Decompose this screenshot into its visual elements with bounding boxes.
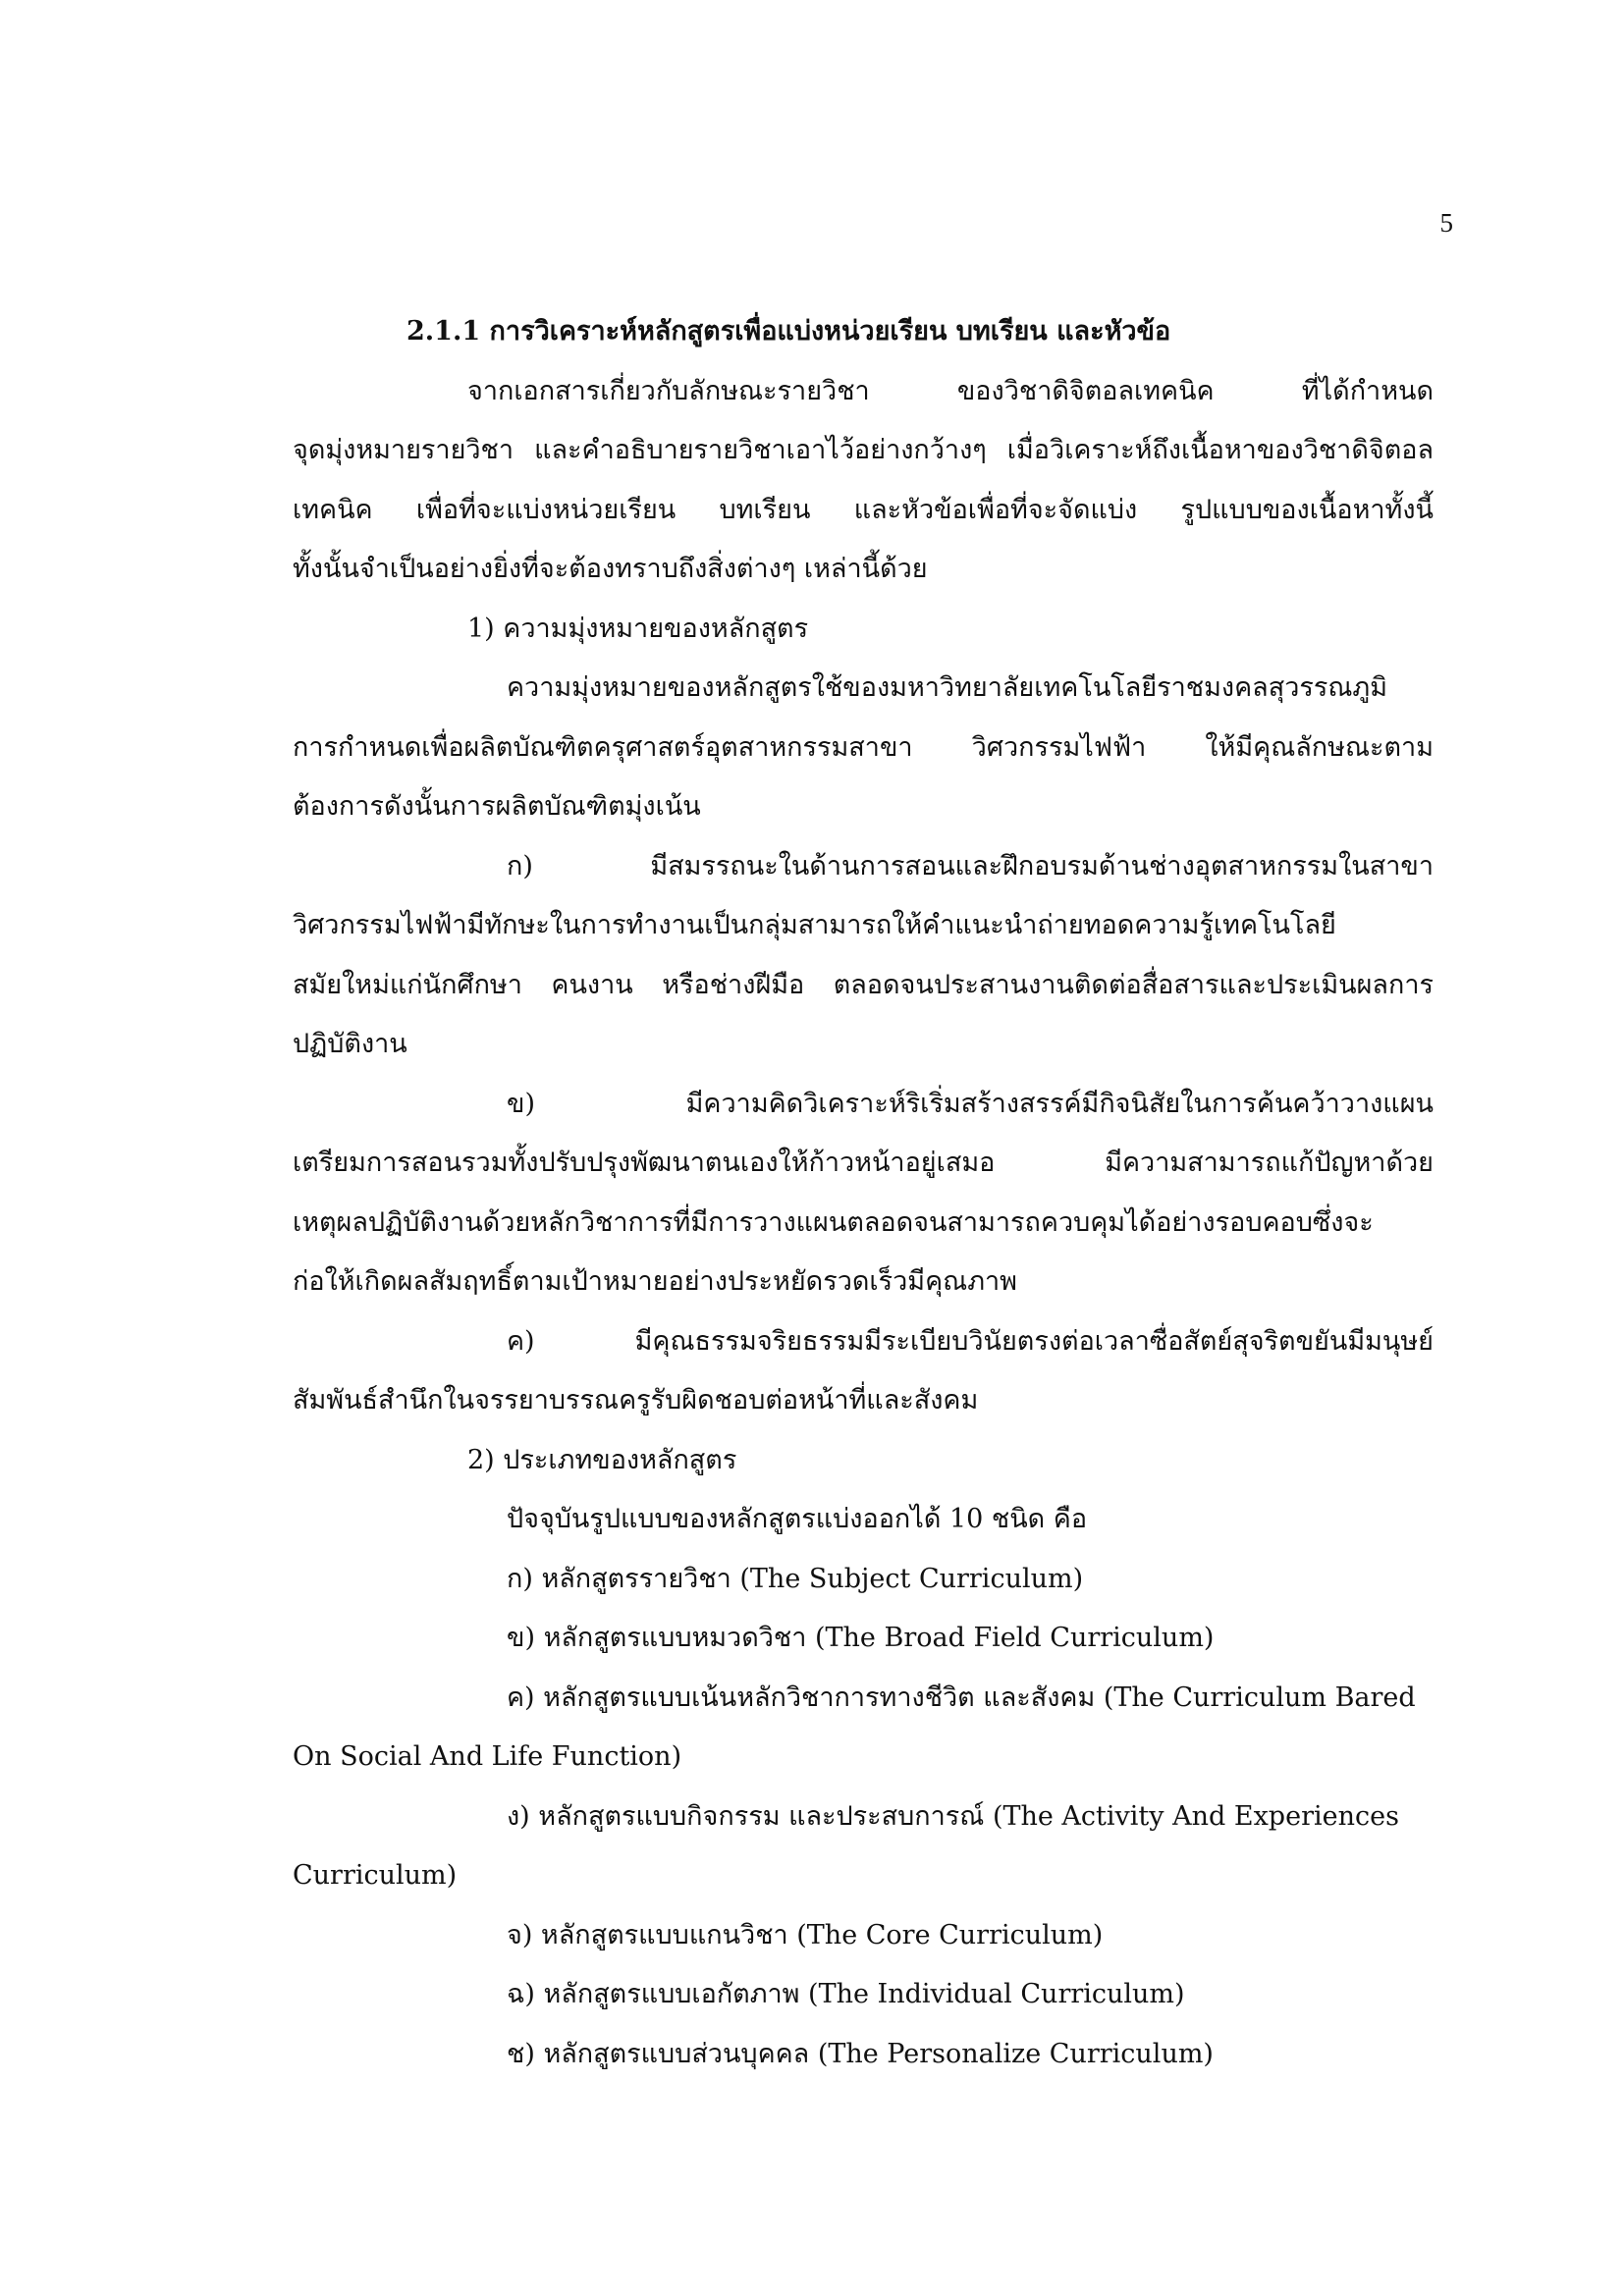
purpose-item-c-line-1: ค) มีคุณธรรมจริยธรรมมีระเบียบวินัยตรงต่อเวลาซื่อสัตย์สุจริตขยันมีมนุษย์ xyxy=(507,1325,1434,1357)
type-item-e: จ) หลักสูตรแบบแกนวิชา (The Core Curriculum) xyxy=(507,1919,1104,1950)
purpose-item-b-line-3: เหตุผลปฏิบัติงานด้วยหลักวิชาการที่มีการวางแผนตลอดจนสามารถควบคุมได้อย่างรอบคอบซึ่งจะ xyxy=(293,1206,1374,1238)
subsection-1-title: 1) ความมุ่งหมายของหลักสูตร xyxy=(467,613,809,644)
purpose-item-a-line-2: วิศวกรรมไฟฟ้ามีทักษะในการทำงานเป็นกลุ่มสามารถให้คำแนะนำถ่ายทอดความรู้เทคโนโลยี xyxy=(293,910,1336,940)
type-item-a: ก) หลักสูตรรายวิชา (The Subject Curriculum) xyxy=(507,1563,1084,1594)
intro-line-2: จุดมุ่งหมายรายวิชา และคำอธิบายรายวิชาเอาไว้อย่างกว้างๆ เมื่อวิเคราะห์ถึงเนื้อหาของวิชาดิจิตอล xyxy=(293,435,1434,465)
purpose-item-c-line-2: สัมพันธ์สำนึกในจรรยาบรรณครูรับผิดชอบต่อหน้าที่และสังคม xyxy=(293,1385,979,1415)
page-number: 5 xyxy=(1439,208,1453,238)
purpose-item-b-line-1: ข) มีความคิดวิเคราะห์ริเริ่มสร้างสรรค์มีกิจนิสัยในการค้นคว้าวางแผน xyxy=(507,1088,1434,1119)
purpose-line-2: การกำหนดเพื่อผลิตบัณฑิตครุศาสตร์อุตสาหกรรมสาขา วิศวกรรมไฟฟ้า ให้มีคุณลักษณะตาม xyxy=(293,731,1434,763)
purpose-line-1: ความมุ่งหมายของหลักสูตรใช้ของมหาวิทยาลัยเทคโนโลยีราชมงคลสุวรรณภูมิ xyxy=(507,672,1388,703)
intro-line-3: เทคนิค เพื่อที่จะแบ่งหน่วยเรียน บทเรียน และหัวข้อเพื่อที่จะจัดแบ่ง รูปแบบของเนื้อหาทั้งนี้ xyxy=(293,494,1434,525)
purpose-item-b-line-4: ก่อให้เกิดผลสัมฤทธิ์ตามเป้าหมายอย่างประหยัดรวดเร็วมีคุณภาพ xyxy=(293,1266,1017,1297)
type-item-f: ฉ) หลักสูตรแบบเอกัตภาพ (The Individual Curriculum) xyxy=(507,1979,1185,2009)
type-item-c-line-2: On Social And Life Function) xyxy=(293,1741,682,1772)
type-item-g: ช) หลักสูตรแบบส่วนบุคคล (The Personalize Curriculum) xyxy=(507,2038,1214,2069)
type-item-b: ข) หลักสูตรแบบหมวดวิชา (The Broad Field Curriculum) xyxy=(507,1623,1215,1653)
intro-line-1: จากเอกสารเกี่ยวกับลักษณะรายวิชา ของวิชาดิจิตอลเทคนิค ที่ได้กำหนด xyxy=(467,375,1434,406)
intro-line-4: ทั้งนั้นจำเป็นอย่างยิ่งที่จะต้องทราบถึงสิ่งต่างๆ เหล่านี้ด้วย xyxy=(293,554,928,584)
type-item-c-line-1: ค) หลักสูตรแบบเน้นหลักวิชาการทางชีวิต และสังคม (The Curriculum Bared xyxy=(507,1682,1416,1713)
types-intro: ปัจจุบันรูปแบบของหลักสูตรแบ่งออกได้ 10 ชนิด คือ xyxy=(507,1504,1088,1534)
purpose-item-b-line-2: เตรียมการสอนรวมทั้งปรับปรุงพัฒนาตนเองให้ก้าวหน้าอยู่เสมอ มีความสามารถแก้ปัญหาด้วย xyxy=(293,1148,1434,1178)
purpose-item-a-line-3: สมัยใหม่แก่นักศึกษา คนงาน หรือช่างฝีมือ ตลอดจนประสานงานติดต่อสื่อสารและประเมินผลการ xyxy=(293,969,1434,1000)
section-heading: 2.1.1 การวิเคราะห์หลักสูตรเพื่อแบ่งหน่วยเรียน บทเรียน และหัวข้อ xyxy=(406,316,1171,347)
type-item-d-line-2: Curriculum) xyxy=(293,1860,458,1891)
purpose-item-a-line-4: ปฏิบัติงาน xyxy=(293,1029,407,1059)
type-item-d-line-1: ง) หลักสูตรแบบกิจกรรม และประสบการณ์ (The Activity And Experiences xyxy=(507,1800,1399,1832)
purpose-line-3: ต้องการดังนั้นการผลิตบัณฑิตมุ่งเน้น xyxy=(293,791,701,822)
subsection-2-title: 2) ประเภทของหลักสูตร xyxy=(467,1444,737,1475)
purpose-item-a-line-1: ก) มีสมรรถนะในด้านการสอนและฝึกอบรมด้านช่างอุตสาหกรรมในสาขา xyxy=(507,850,1434,881)
page-content xyxy=(293,302,1434,2084)
